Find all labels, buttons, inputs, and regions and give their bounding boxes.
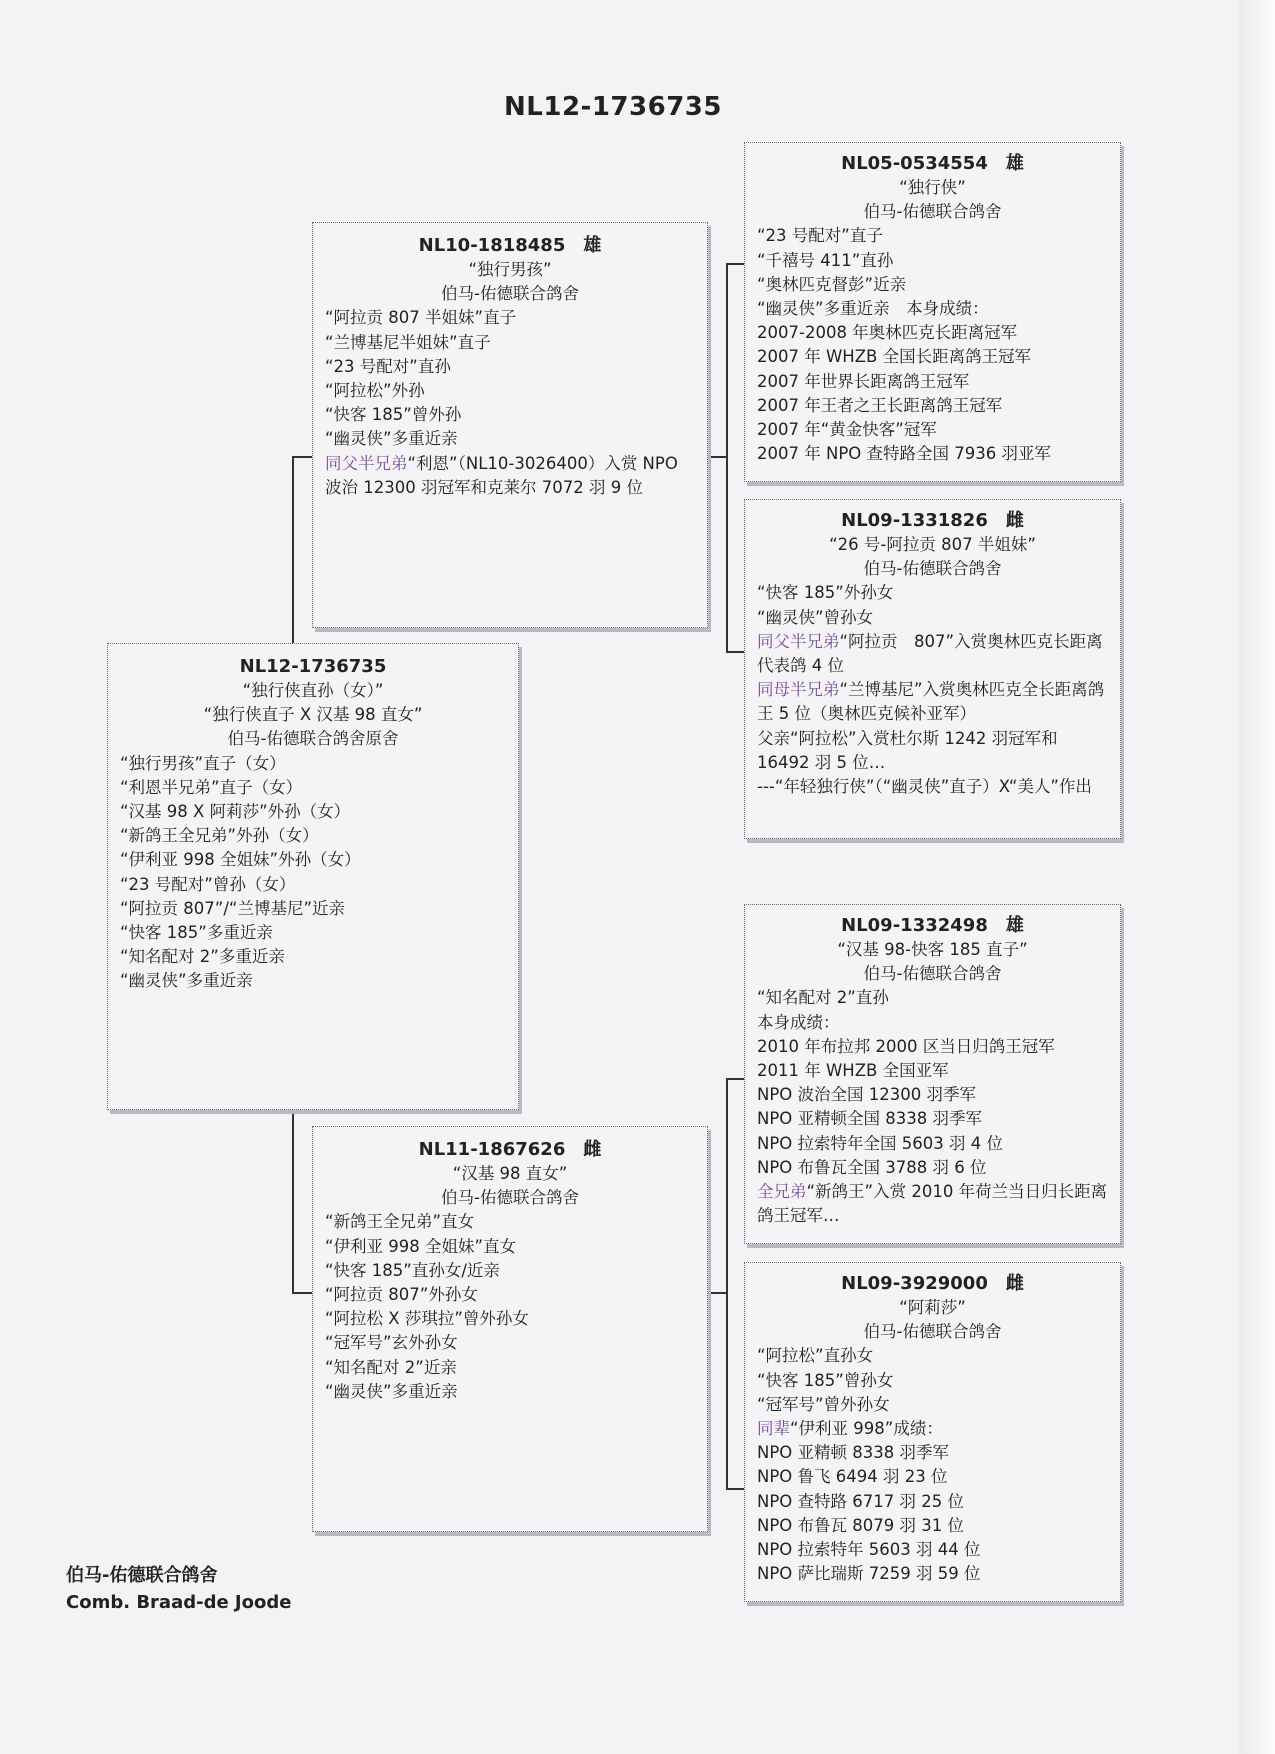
dam-ring-number: NL11-1867626 雌 [418,1139,602,1160]
gd2-result-2: NPO 鲁飞 6494 羽 23 位 [757,1467,948,1487]
gs2-line-5: NPO 波治全国 12300 羽季军 [757,1085,977,1105]
footer-loft-name [66,1562,291,1616]
sire-ring-number: NL10-1818485 雄 [418,235,602,256]
main-ring-number: NL12-1736735 [239,656,387,677]
gs2-line-6: NPO 亚精顿全国 8338 羽季军 [757,1109,983,1129]
gd2-line-center-1: “阿莉莎” [899,1298,966,1317]
gs1-line-10: 2007 年 NPO 查特路全国 7936 羽亚军 [757,444,1051,464]
sire-line-center-1: “独行男孩” [468,260,552,279]
sire-line-2: “兰博基尼半姐妹”直子 [325,332,491,352]
gs2-line-8: NPO 布鲁瓦全国 3788 羽 6 位 [757,1157,987,1177]
dam-line-center-1: “汉基 98 直女” [452,1164,568,1183]
dam-line-4: “阿拉贡 807”外孙女 [325,1285,478,1305]
gd2-result-1: NPO 亚精顿 8338 羽季军 [757,1443,950,1463]
main-line-center-2: “独行侠直子 X 汉基 98 直女” [203,705,423,725]
gd2-line-2: “快客 185”曾孙女 [757,1370,894,1390]
gs1-line-5: 2007-2008 年奥林匹克长距离冠军 [757,323,1018,343]
gs2-line-center-2: 伯马-佑德联合鸽舍 [863,964,1002,984]
gs2-note-text: “新鸽王”入赏 2010 年荷兰当日归长距离鸽王冠军… [757,1182,1108,1226]
gs1-line-8: 2007 年王者之王长距离鸽王冠军 [757,395,1003,415]
dam-line-8: “幽灵侠”多重近亲 [325,1381,458,1401]
main-line-center-3: 伯马-佑德联合鸽舍原舍 [227,729,399,749]
connector-main-vertical-2 [292,1110,294,1293]
footer-line-english: Comb. Braad-de Joode [66,1592,292,1613]
main-bird-card [107,643,519,1110]
grandsire-maternal-card [744,904,1121,1244]
gd1-note-2-text: “兰博基尼”入赏奥林匹克全长距离鸽王 5 位（奥林匹克候补亚军） [757,680,1105,724]
gs1-line-7: 2007 年世界长距离鸽王冠军 [757,371,970,391]
connector-dam-vertical [726,1078,728,1489]
gs2-line-2: 本身成绩： [757,1012,840,1032]
page-edge [1239,0,1275,1754]
sire-line-3: “23 号配对”直孙 [325,356,451,376]
gd2-result-3: NPO 查特路 6717 羽 25 位 [757,1491,964,1511]
main-line-4: “新鸽王全兄弟”外孙（女） [120,826,319,846]
gd2-line-center-2: 伯马-佑德联合鸽舍 [863,1322,1002,1342]
dam-line-center-2: 伯马-佑德联合鸽舍 [441,1188,579,1208]
gs2-ring-number: NL09-1332498 雄 [841,915,1024,936]
gs1-line-4: “幽灵侠”多重近亲 本身成绩： [757,299,989,319]
sire-card [312,222,708,628]
gd2-note-text: “伊利亚 998”成绩： [790,1419,943,1439]
gd1-line-center-1: “26 号-阿拉贡 807 半姐妹” [829,535,1036,554]
main-line-8: “快客 185”多重近亲 [120,923,273,943]
dam-line-5: “阿拉松 X 莎琪拉”曾外孙女 [325,1309,529,1329]
gs1-line-center-2: 伯马-佑德联合鸽舍 [863,202,1002,222]
main-line-3: “汉基 98 X 阿莉莎”外孙（女） [120,802,351,822]
dam-line-2: “伊利亚 998 全姐妹”直女 [325,1236,517,1256]
gs1-line-6: 2007 年 WHZB 全国长距离鸽王冠军 [757,347,1032,367]
gs2-note-label: 全兄弟 [757,1182,807,1202]
sire-line-5: “快客 185”曾外孙 [325,405,462,425]
granddam-maternal-card [744,1262,1121,1602]
dam-line-3: “快客 185”直孙女/近亲 [325,1260,500,1280]
gd1-note-2-label: 同母半兄弟 [757,680,840,700]
sire-line-4: “阿拉松”外孙 [325,381,425,401]
footer-line-chinese: 伯马-佑德联合鸽舍 [66,1565,218,1586]
gd2-result-5: NPO 拉索特年 5603 羽 44 位 [757,1540,981,1560]
dam-line-6: “冠军号”玄外孙女 [325,1333,458,1353]
gd2-line-3: “冠军号”曾外孙女 [757,1394,890,1414]
gd1-note-1-text: “阿拉贡 807”入赏奥林匹克长距离代表鸽 4 位 [757,631,1103,676]
gs2-note [757,1180,1108,1228]
sire-line-1: “阿拉贡 807 半姐妹”直子 [325,308,517,328]
connector-sire-gd1 [726,651,744,653]
grandsire-paternal-card [744,142,1121,482]
main-line-6: “23 号配对”曾孙（女） [120,874,296,894]
gd2-note [757,1417,1108,1441]
gd2-result-4: NPO 布鲁瓦 8079 羽 31 位 [757,1515,964,1535]
connector-sire-gs1 [726,263,744,265]
gs1-line-9: 2007 年“黄金快客”冠军 [757,420,937,440]
main-line-7: “阿拉贡 807”/“兰博基尼”近亲 [120,898,345,918]
sire-line-center-2: 伯马-佑德联合鸽舍 [441,284,579,304]
gs2-line-3: 2010 年布拉邦 2000 区当日归鸽王冠军 [757,1036,1055,1056]
gd1-line-3: 父亲“阿拉松”入赏杜尔斯 1242 羽冠军和 16492 羽 5 位… [757,728,1058,772]
sire-note-label: 同父半兄弟 [325,453,408,473]
main-line-9: “知名配对 2”多重近亲 [120,947,285,967]
gs2-line-center-1: “汉基 98-快客 185 直子” [837,940,1028,959]
dam-line-7: “知名配对 2”近亲 [325,1357,457,1377]
gs1-line-center-1: “独行侠” [899,178,966,197]
gd1-line-4: ---“年轻独行侠”（“幽灵侠”直子）X“美人”作出 [757,777,1092,797]
gd1-ring-number: NL09-1331826 雌 [841,510,1024,531]
main-line-center-1: “独行侠直孙（女）” [242,681,384,700]
connector-main-sire [292,456,312,458]
dam-card [312,1126,708,1532]
gd1-line-1: “快客 185”外孙女 [757,583,894,603]
gd2-ring-number: NL09-3929000 雌 [841,1273,1024,1294]
main-line-2: “利恩半兄弟”直子（女） [120,777,303,797]
main-line-10: “幽灵侠”多重近亲 [120,971,253,991]
main-line-5: “伊利亚 998 全姐妹”外孙（女） [120,850,361,870]
connector-dam-gd2 [726,1488,744,1490]
dam-line-1: “新鸽王全兄弟”直女 [325,1212,475,1232]
granddam-paternal-card [744,499,1121,839]
gd2-result-6: NPO 萨比瑞斯 7259 羽 59 位 [757,1564,981,1584]
connector-dam-box [708,1292,728,1294]
gd1-note-1-label: 同父半兄弟 [757,631,840,651]
gs1-line-3: “奥林匹克督彭”近亲 [757,274,907,294]
gd1-note-1 [757,630,1108,678]
gd2-note-label: 同辈 [757,1419,790,1439]
sire-note [325,452,695,500]
page-title: NL12-1736735 [504,92,722,122]
connector-main-dam [292,1292,312,1294]
gd1-line-center-2: 伯马-佑德联合鸽舍 [863,559,1002,579]
gd1-line-2: “幽灵侠”曾孙女 [757,607,874,627]
gs1-line-1: “23 号配对”直子 [757,226,883,246]
connector-sire-box [708,456,728,458]
sire-line-6: “幽灵侠”多重近亲 [325,429,458,449]
gs1-line-2: “千禧号 411”直孙 [757,250,894,270]
sire-note-text: “利恩”（NL10-3026400）入赏 NPO 波治 12300 羽冠军和克莱尔 7072 羽 9 位 [325,453,678,497]
connector-dam-gs2 [726,1078,744,1080]
gs2-line-7: NPO 拉索特年全国 5603 羽 4 位 [757,1133,1003,1153]
connector-main-vertical [292,456,294,643]
gs1-ring-number: NL05-0534554 雄 [841,153,1024,174]
gd1-note-2 [757,678,1108,726]
gd2-line-1: “阿拉松”直孙女 [757,1346,874,1366]
main-line-1: “独行男孩”直子（女） [120,753,286,773]
gs2-line-4: 2011 年 WHZB 全国亚军 [757,1061,949,1081]
gs2-line-1: “知名配对 2”直孙 [757,988,889,1008]
